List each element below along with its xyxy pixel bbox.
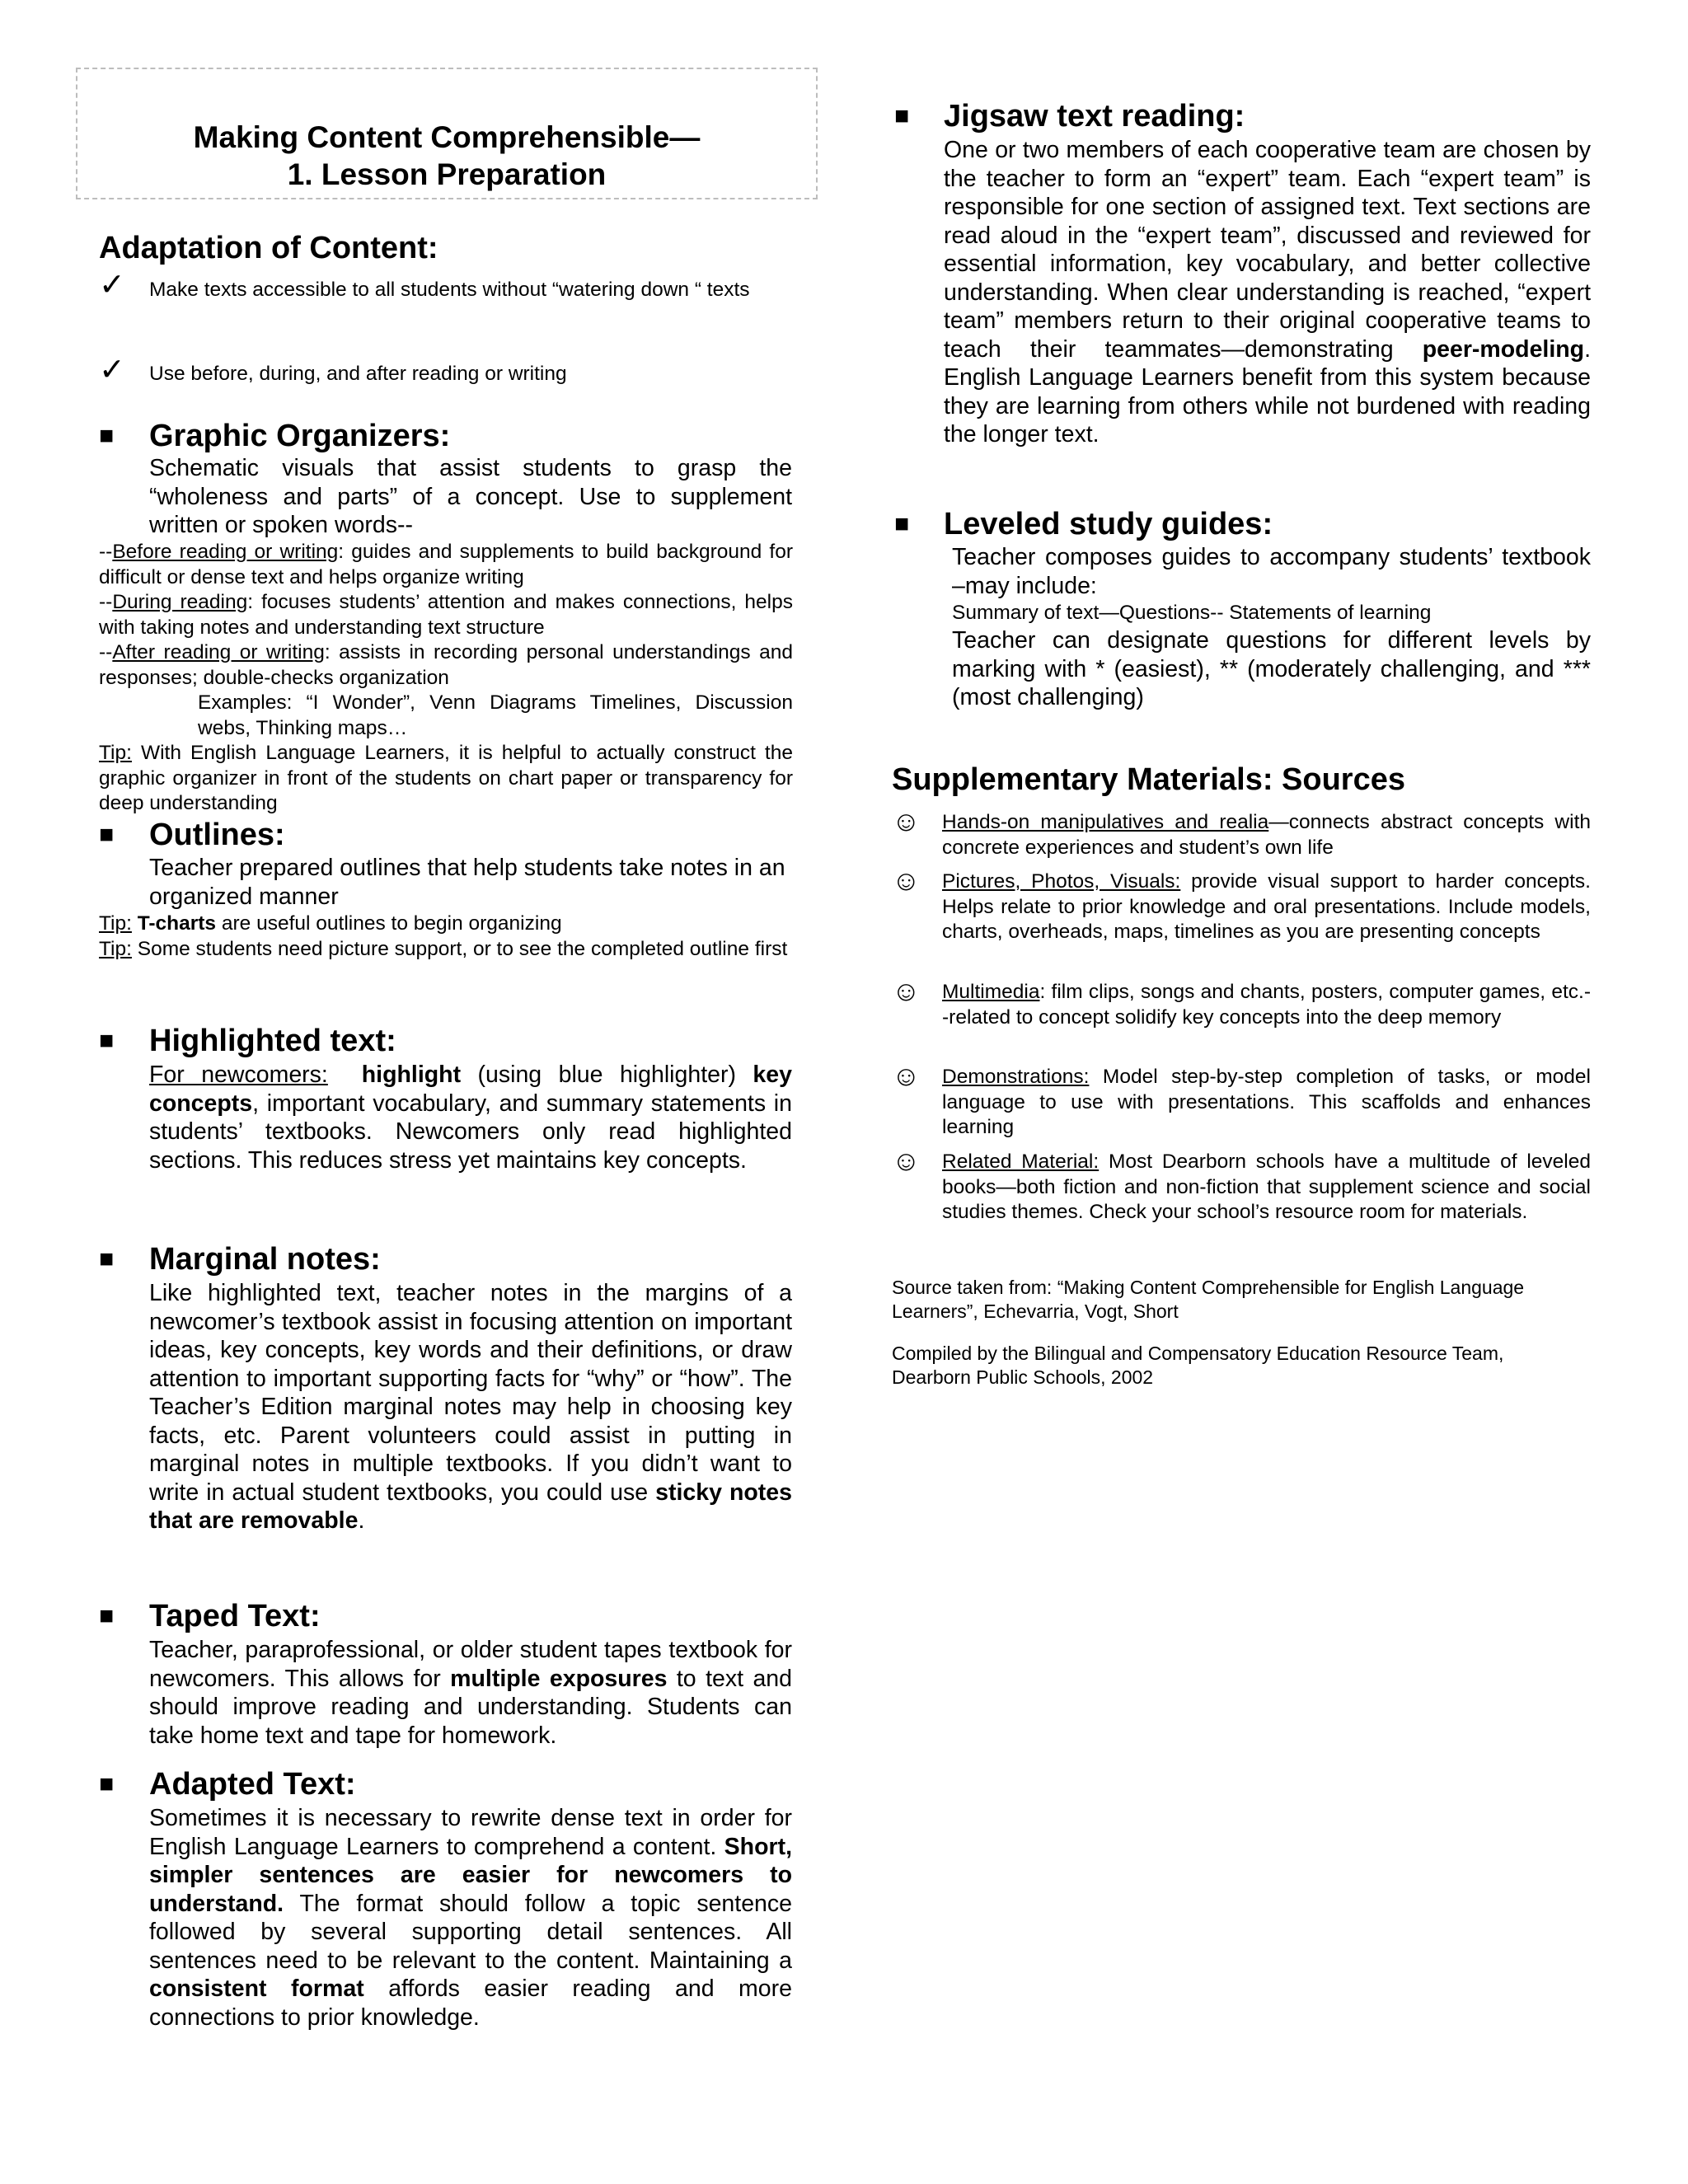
supplementary-item-label: Demonstrations: — [942, 1066, 1090, 1088]
consistent-format-bold: consistent format — [149, 1975, 364, 2002]
taped-text — [149, 1636, 792, 1750]
highlighted-text-part: , important vocabulary, and summary statements in students’ textbooks. Newcomers only read highlighted sections. This reduces stress yet maintains key concepts. — [149, 1090, 792, 1174]
highlighted-text-part: (using blue highlighter) — [461, 1062, 753, 1088]
tip-text: Some students need picture support, or to see the completed outline first — [131, 938, 788, 960]
smiley-icon: ☺ — [892, 1061, 921, 1092]
source-line-2: Learners”, Echevarria, Vogt, Short — [892, 1301, 1179, 1322]
outlines-heading: Outlines: — [149, 818, 285, 852]
marginal-text-end: . — [358, 1507, 365, 1534]
leveled-text-1: Teacher composes guides to accompany students’ textbook –may include: — [952, 544, 1591, 599]
highlight-word: highlight — [361, 1062, 462, 1088]
tip-label: Tip: — [99, 742, 132, 764]
after-reading-label: After reading or writing — [112, 641, 325, 663]
tip-text: With English Language Learners, it is helpful to actually construct the graphic organizer in front of the students on chart paper or transparency for deep understanding — [99, 742, 793, 814]
supplementary-item-text: —connects abstract concepts with concrete experiences and student’s own life — [942, 811, 1592, 859]
peer-modeling-bold: peer-modeling — [1422, 335, 1585, 363]
supplementary-item-2 — [942, 869, 1591, 945]
supplementary-item-label: Pictures, Photos, Visuals: — [942, 870, 1181, 893]
compiled-note — [892, 1342, 1601, 1390]
highlighted-text — [149, 1061, 792, 1174]
bullet-icon: ■ — [894, 102, 910, 129]
supplementary-item-4 — [942, 1065, 1591, 1141]
taped-text-part: Teacher, paraprofessional, or older student tapes textbook for newcomers. This allows for — [149, 1637, 792, 1692]
title-box — [76, 68, 818, 199]
bullet-icon: ■ — [99, 1027, 115, 1054]
adapted-text — [149, 1804, 792, 2032]
outlines-text: Teacher prepared outlines that help students take notes in an organized manner — [149, 855, 785, 910]
adapted-text-part: The format should follow a topic sentence followed by several supporting detail sentences. All sentences need to be relevant to the content. Maintaining a — [149, 1890, 792, 1974]
taped-text-part: to text and should improve reading and understanding. Students can take home text and tape for homework. — [149, 1665, 793, 1749]
supplementary-item-text: : film clips, songs and chants, posters, computer games, etc.--related to concept solidify key concepts into the deep memory — [942, 981, 1591, 1029]
smiley-icon: ☺ — [892, 865, 921, 897]
marginal-text — [149, 1279, 792, 1535]
during-reading-label: During reading — [112, 591, 248, 613]
key-concepts-word: key concepts — [149, 1062, 792, 1117]
adapted-text-part: affords easier reading and more connections to prior knowledge. — [149, 1975, 792, 2031]
supplementary-item-text: provide visual support to harder concepts. Helps relate to prior knowledge and oral presentations. Include models, charts, overheads, maps, timelines as you are presenting concepts — [942, 870, 1591, 943]
supplementary-item-label: Hands-on manipulatives and realia — [942, 811, 1269, 833]
smiley-icon: ☺ — [892, 976, 921, 1007]
tip-label: Tip: — [99, 912, 132, 935]
outlines-tip-1 — [99, 912, 793, 937]
marginal-heading: Marginal notes: — [149, 1242, 381, 1277]
adaptation-item-2: Use before, during, and after reading or writing — [149, 363, 567, 385]
adaptation-item-1: Make texts accessible to all students without “watering down “ texts — [149, 279, 750, 301]
supplementary-heading: Supplementary Materials: Sources — [892, 762, 1405, 797]
jigsaw-text-part: . English Language Learners benefit from this system because they are learning from others while not burdened with reading the longer text. — [944, 335, 1591, 448]
leveled-text-2: Teacher can designate questions for different levels by marking with * (easiest), ** (moderately challenging, and *** (most challenging) — [952, 627, 1591, 710]
bullet-icon: ■ — [99, 1770, 115, 1797]
leveled-heading: Leveled study guides: — [944, 507, 1273, 541]
adapted-text-part: Sometimes it is necessary to rewrite dense text in order for English Language Learners to comprehend a content. — [149, 1805, 792, 1860]
bullet-icon: ■ — [99, 1602, 115, 1629]
tip-label: Tip: — [99, 938, 132, 960]
jigsaw-heading: Jigsaw text reading: — [944, 99, 1245, 134]
bullet-icon: ■ — [99, 821, 115, 848]
tip-text: are useful outlines to begin organizing — [216, 912, 562, 935]
after-reading: --After reading or writing: assists in recording personal understandings and responses; double-checks organization — [99, 641, 793, 689]
supplementary-item-label: Multimedia — [942, 981, 1040, 1003]
bullet-icon: ■ — [894, 510, 910, 537]
jigsaw-text-part: One or two members of each cooperative team are chosen by the teacher to form an “expert” team. Each “expert team” is responsible for one section of assigned text. Text sections are read aloud in the “expert team”, discussed and reviewed for essential information, key vocabulary, and better collective understanding. When clear understanding is reached, “expert team” members return to their original cooperative teams to teach their teammates—demonstrating — [944, 137, 1591, 363]
tcharts-label: T-charts — [137, 912, 217, 935]
check-icon: ✓ — [99, 268, 125, 302]
marginal-text-part: Like highlighted text, teacher notes in the margins of a newcomer’s textbook assist in focusing attention on important ideas, key concepts, key words and their definitions, or draw attention to important supporting facts for “why” or “how”. The Teacher’s Edition marginal notes may help in choosing key facts, etc. Parent volunteers could assist in putting in marginal notes in multiple textbooks. If you didn’t want to write in actual student textbooks, you could use — [149, 1280, 792, 1506]
page-title-line1: Making Content Comprehensible— — [193, 120, 701, 154]
graphic-organizers-intro: Schematic visuals that assist students to grasp the “wholeness and parts” of a concept. Use to supplement written or spoken words-- — [149, 455, 792, 538]
bullet-icon: ■ — [99, 422, 115, 449]
before-reading-text: : guides and supplements to build background for difficult or dense text and helps organize writing — [99, 541, 793, 588]
supplementary-item-3 — [942, 980, 1591, 1030]
during-reading: --During reading: focuses students’ attention and makes connections, helps with taking notes and understanding text structure — [99, 591, 793, 639]
bullet-icon: ■ — [99, 1245, 115, 1272]
sticky-notes-bold: sticky notes that are removable — [149, 1479, 792, 1534]
supplementary-item-1 — [942, 810, 1591, 860]
supplementary-item-text: Model step-by-step completion of tasks, or model language to use with presentations. This scaffolds and enhances learning — [942, 1066, 1591, 1138]
outlines-tip-2 — [99, 937, 793, 963]
check-icon: ✓ — [99, 353, 125, 387]
supplementary-item-text: Most Dearborn schools have a multitude of leveled books—both fiction and non-fiction that supplement science and social studies themes. Check your school’s resource room for materials. — [942, 1151, 1591, 1223]
smiley-icon: ☺ — [892, 1146, 921, 1177]
compiled-line-2: Dearborn Public Schools, 2002 — [892, 1366, 1154, 1388]
adaptation-heading: Adaptation of Content: — [99, 231, 438, 265]
graphic-organizers-heading: Graphic Organizers: — [149, 419, 451, 453]
before-reading-label: Before reading or writing — [112, 541, 339, 563]
short-sentences-bold: Short, simpler sentences are easier for newcomers to understand. — [149, 1833, 792, 1917]
before-reading: --Before reading or writing: guides and supplements to build background for difficult or dense text and helps organize writing — [99, 541, 793, 588]
examples: Examples: “I Wonder”, Venn Diagrams Timelines, Discussion webs, Thinking maps… — [198, 691, 793, 739]
compiled-line-1: Compiled by the Bilingual and Compensatory Education Resource Team, — [892, 1343, 1504, 1364]
source-note — [892, 1276, 1601, 1324]
supplementary-item-5 — [942, 1150, 1591, 1226]
jigsaw-text — [944, 136, 1591, 449]
after-reading-text: : assists in recording personal understandings and responses; double-checks organization — [99, 641, 793, 689]
leveled-summary: Summary of text—Questions-- Statements of learning — [952, 602, 1432, 624]
adapted-heading: Adapted Text: — [149, 1767, 356, 1802]
smiley-icon: ☺ — [892, 806, 921, 837]
page-title-line2: 1. Lesson Preparation — [287, 157, 607, 191]
multiple-exposures-bold: multiple exposures — [450, 1665, 668, 1692]
taped-heading: Taped Text: — [149, 1599, 321, 1633]
supplementary-item-label: Related Material: — [942, 1151, 1100, 1173]
graphic-organizers-tip — [99, 741, 793, 817]
newcomers-label: For newcomers: — [149, 1062, 328, 1088]
highlighted-heading: Highlighted text: — [149, 1024, 396, 1058]
during-reading-text: : focuses students’ attention and makes connections, helps with taking notes and understanding text structure — [99, 591, 793, 639]
source-line-1: Source taken from: “Making Content Comprehensible for English Language — [892, 1277, 1525, 1298]
